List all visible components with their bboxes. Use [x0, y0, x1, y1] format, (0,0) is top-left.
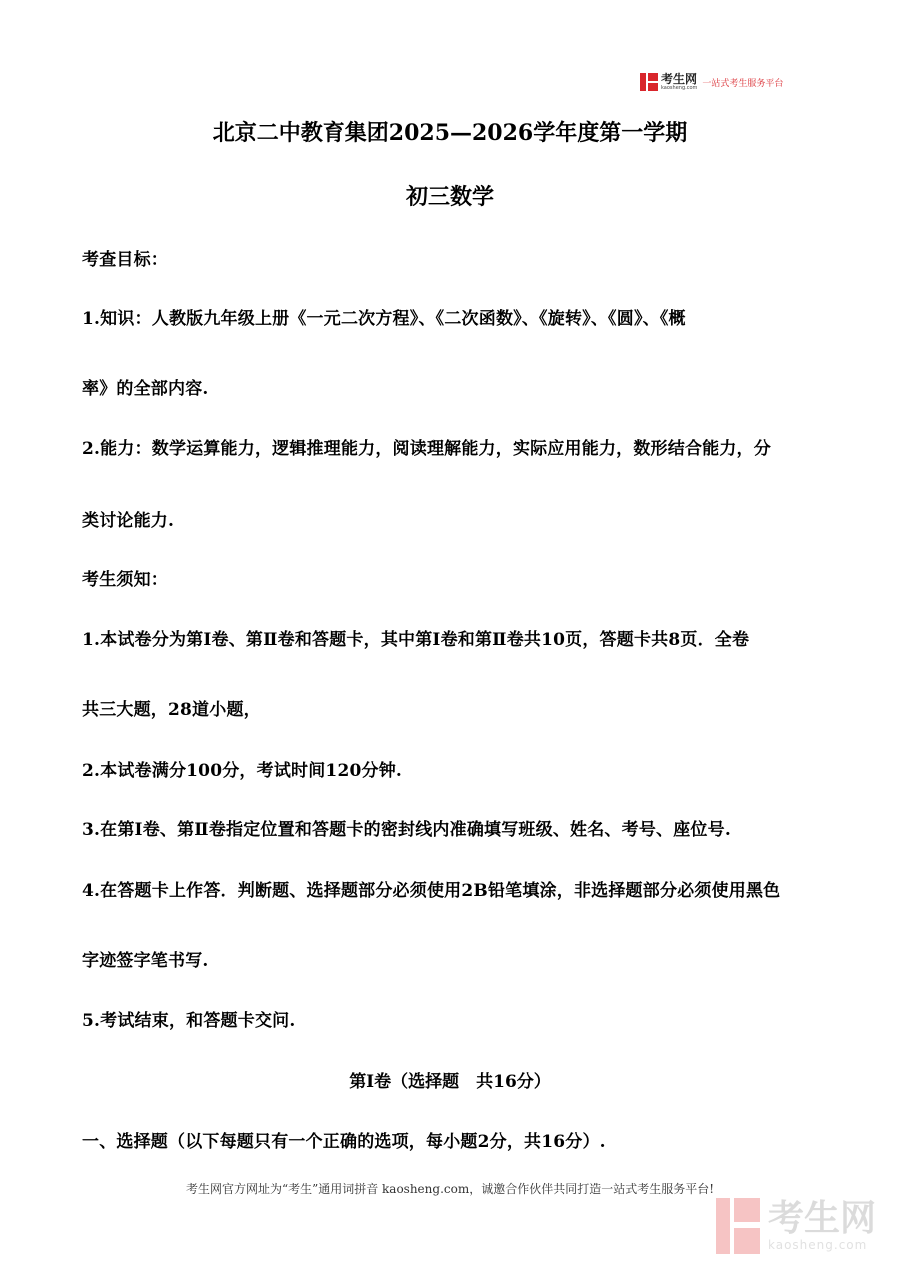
watermark-logo	[716, 1198, 876, 1254]
watermark-name: 考生网	[768, 1198, 877, 1239]
notice-1-line-1: 1.本试卷分为第Ⅰ卷、第Ⅱ卷和答题卡，其中第Ⅰ卷和第Ⅱ卷共10页，答题卡共8页．全卷	[82, 630, 750, 650]
notice-5: 5.考试结束，和答题卡交问.	[82, 1011, 296, 1031]
notice-2: 2.本试卷满分100分，考试时间120分钟.	[82, 761, 403, 781]
watermark-domain: kaosheng.com	[768, 1238, 868, 1252]
goal-2-line-1: 2.能力：数学运算能力，逻辑推理能力，阅读理解能力，实际应用能力，数形结合能力，分	[82, 439, 771, 459]
logo-name: 考生网	[661, 72, 698, 86]
goal-2-line-2: 类讨论能力.	[82, 511, 175, 531]
goal-1-line-2: 率》的全部内容.	[82, 379, 209, 399]
logo-mark-icon	[640, 73, 658, 91]
notice-4-line-1: 4.在答题卡上作答．判断题、选择题部分必须使用2B铅笔填涂，非选择题部分必须使用黑色	[82, 881, 781, 901]
part-1-heading: 第Ⅰ卷（选择题 共16分）	[349, 1072, 551, 1092]
watermark-mark-icon	[716, 1198, 760, 1254]
goal-1-line-1: 1.知识：人教版九年级上册《一元二次方程》、《二次函数》、《旋转》、《圆》、《概	[82, 309, 686, 329]
section-1-heading: 一、选择题（以下每题只有一个正确的选项，每小题2分，共16分）.	[82, 1132, 606, 1152]
notice-3: 3.在第Ⅰ卷、第Ⅱ卷指定位置和答题卡的密封线内准确填写班级、姓名、考号、座位号.	[82, 820, 731, 840]
logo-slogan: 一站式考生服务平台	[702, 78, 784, 89]
header-logo	[640, 70, 783, 94]
exam-title: 北京二中教育集团2025—2026学年度第一学期	[212, 120, 688, 146]
notice-4-line-2: 字迹签字笔书写.	[82, 951, 209, 971]
logo-domain: kaosheng.com	[661, 85, 698, 91]
goals-heading: 考查目标：	[82, 250, 168, 270]
notice-heading: 考生须知：	[82, 570, 168, 590]
footer-text: 考生网官方网址为“考生”通用词拼音 kaosheng.com，诚邀合作伙伴共同打造一站式考生服务平台!	[185, 1182, 715, 1196]
exam-subject: 初三数学	[405, 184, 494, 210]
notice-1-line-2: 共三大题，28道小题，	[82, 700, 261, 720]
